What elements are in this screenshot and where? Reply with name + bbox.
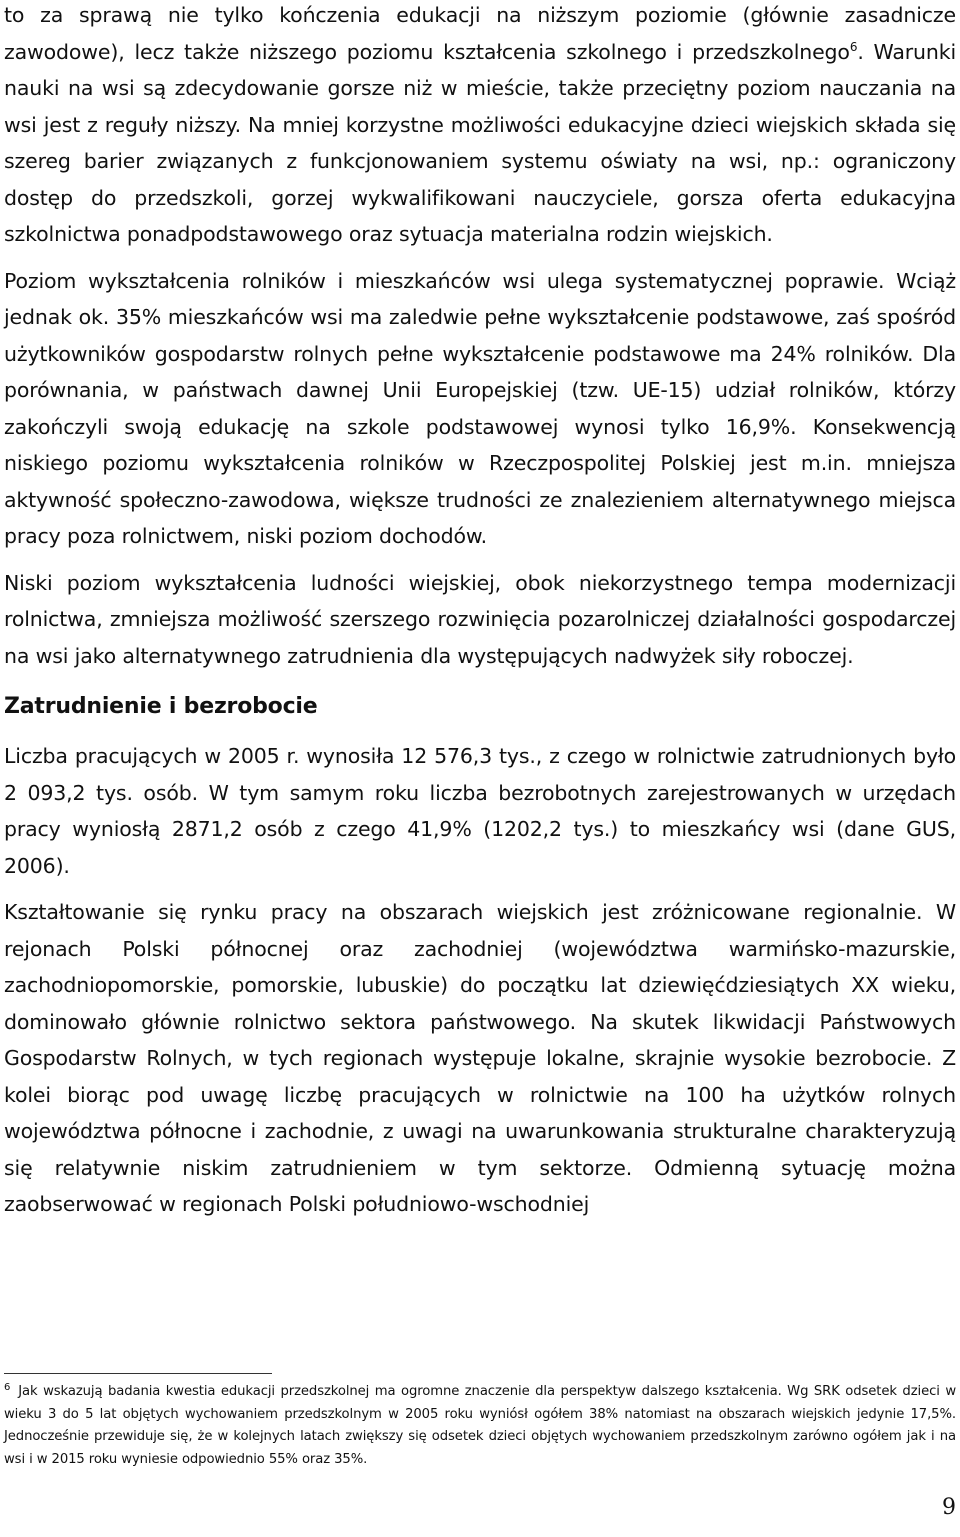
footnote-6 bbox=[4, 1381, 956, 1471]
paragraph-employment-stats: Liczba pracujących w 2005 r. wynosiła 12 576,3 tys., z czego w rolnictwie zatrudnionych było 2 093,2 tys. osób. W tym samym roku liczba bezrobotnych zarejestrowanych w urzędach pracy wyniosłą 2871,2 osób z czego 41,9% (1202,2 tys.) to mieszkańcy wsi (dane GUS, 2006). bbox=[4, 744, 956, 878]
paragraph-low-education-effects: Niski poziom wykształcenia ludności wiejskiej, obok niekorzystnego tempa modernizacji rolnictwa, zmniejsza możliwość szerszego rozwinięcia pozarolniczej działalności gospodarczej na wsi jako alternatywnego zatrudnienia dla występujących nadwyżek siły roboczej. bbox=[4, 570, 956, 668]
page-number: 9 bbox=[942, 1495, 956, 1520]
footnote-number: 6 bbox=[4, 1381, 11, 1393]
section-heading-employment: Zatrudnienie i bezrobocie bbox=[4, 694, 318, 719]
paragraph-regional-labour-market: Kształtowanie się rynku pracy na obszarach wiejskich jest zróżnicowane regionalnie. W rejonach Polski północnej oraz zachodniej (województwa warmińsko-mazurskie, zachodniopomorskie, pomorskie, lubuskie) do początku lat dziewięćdziesiątych XX wieku, dominowało głównie rolnictwo sektora państwowego. Na skutek likwidacji Państwowych Gospodarstw Rolnych, w tych regionach występuje lokalne, skrajnie wysokie bezrobocie. Z kolei biorąc pod uwagę liczbę pracujących w rolnictwie na 100 ha użytków rolnych województwa północne i zachodnie, z uwagi na uwarunkowania strukturalne charakteryzują się relatywnie niskim zatrudnieniem w tym sektorze. Odmienną sytuację można zaobserwować w regionach Polski południowo-wschodniej bbox=[4, 900, 956, 1216]
document-page bbox=[4, 0, 956, 1537]
footnote-text: Jak wskazują badania kwestia edukacji przedszkolnej ma ogromne znaczenie dla perspektyw dalszego kształcenia. Wg SRK odsetek dzieci w wieku 3 do 5 lat objętych wychowaniem przedszkolnym w 2005 roku wyniósł ogółem 38% natomiast na obszarach wiejskich jedynie 17,5%. Jednocześnie przewiduje się, że w kolejnych latach zwiększy się odsetek dzieci objętych wychowaniem przedszkolnym zarówno ogółem jak i na wsi i w 2015 roku wyniesie odpowiednio 55% oraz 35%. bbox=[4, 1384, 956, 1467]
footnote-separator bbox=[4, 1373, 272, 1374]
paragraph-education-barriers bbox=[4, 0, 956, 253]
footnote-reference-6[interactable]: 6 bbox=[849, 39, 858, 54]
paragraph-education-level: Poziom wykształcenia rolników i mieszkańców wsi ulega systematycznej poprawie. Wciąż jednak ok. 35% mieszkańców wsi ma zaledwie pełne wykształcenie podstawowe, zaś spośród użytkowników gospodarstw rolnych pełne wykształcenie podstawowe ma 24% rolników. Dla porównania, w państwach dawnej Unii Europejskiej (tzw. UE-15) udział rolników, którzy zakończyli swoją edukację na szkole podstawowej wynosi tylko 16,9%. Konsekwencją niskiego poziomu wykształcenia rolników w Rzeczpospolitej Polskiej jest m.in. mniejsza aktywność społeczno-zawodowa, większe trudności ze znalezieniem alternatywnego miejsca pracy poza rolnictwem, niski poziom dochodów. bbox=[4, 268, 956, 548]
paragraph-1-continuation: . Warunki nauki na wsi są zdecydowanie gorsze niż w mieście, także przeciętny poziom nauczania na wsi jest z reguły niższy. Na mniej korzystne możliwości edukacyjne dzieci wiejskich składa się szereg barier związanych z funkcjonowaniem systemu oświaty na wsi, np.: ograniczony dostęp do przedszkoli, gorzej wykwalifikowani nauczyciele, gorsza oferta edukacyjna szkolnictwa ponadpodstawowego oraz sytuacja materialna rodzin wiejskich. bbox=[4, 39, 957, 246]
paragraph-1-text: to za sprawą nie tylko kończenia edukacji na niższym poziomie (głównie zasadnicze zawodowe), lecz także niższego poziomu kształcenia szkolnego i przedszkolnego bbox=[4, 3, 956, 64]
